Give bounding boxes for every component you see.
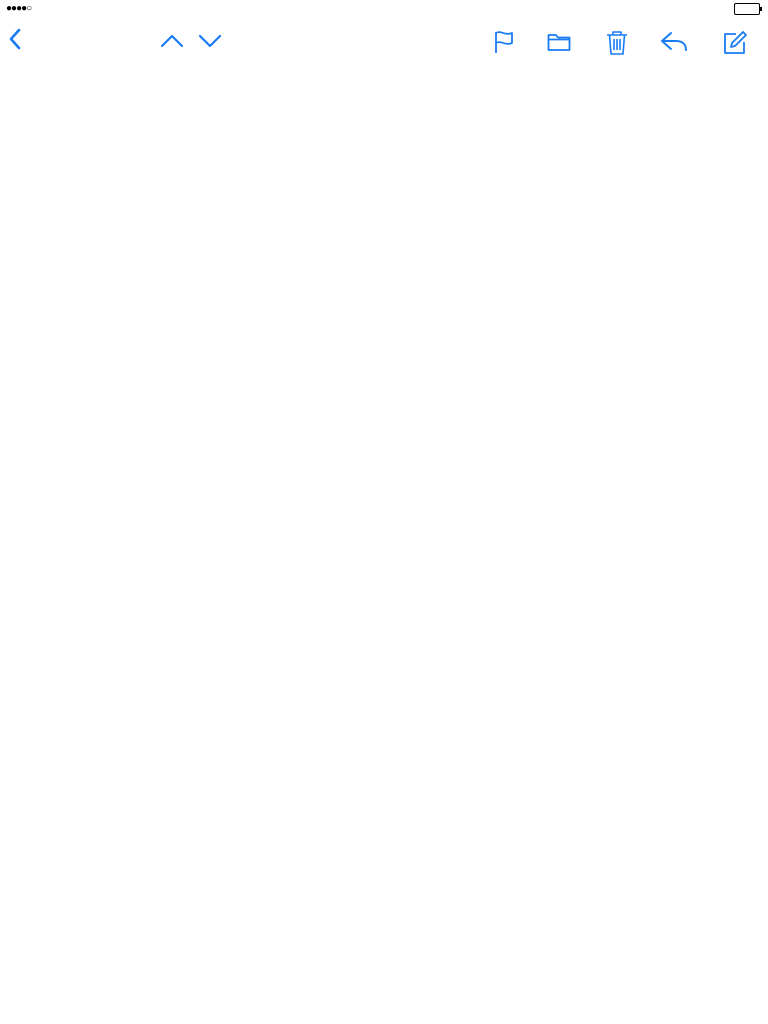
next-message-button[interactable] xyxy=(198,33,222,54)
chevron-up-icon xyxy=(160,33,184,49)
flag-button[interactable] xyxy=(493,30,515,59)
move-folder-button[interactable] xyxy=(547,30,571,57)
back-button[interactable] xyxy=(8,28,26,50)
signal-icon: ●●●●○ xyxy=(6,3,32,14)
status-right xyxy=(728,3,760,15)
folder-icon xyxy=(547,30,571,52)
reply-icon xyxy=(660,30,688,52)
battery-icon xyxy=(734,3,760,15)
status-bar xyxy=(0,0,768,20)
status-left xyxy=(6,3,49,14)
delete-button[interactable] xyxy=(605,30,629,61)
previous-message-button[interactable] xyxy=(160,33,184,54)
mail-toolbar xyxy=(0,20,768,64)
flag-icon xyxy=(493,30,515,54)
trash-icon xyxy=(605,30,629,56)
compose-button[interactable] xyxy=(722,30,748,61)
compose-icon xyxy=(722,30,748,56)
chevron-left-icon xyxy=(8,28,22,50)
chevron-down-icon xyxy=(198,33,222,49)
reply-button[interactable] xyxy=(660,30,688,57)
